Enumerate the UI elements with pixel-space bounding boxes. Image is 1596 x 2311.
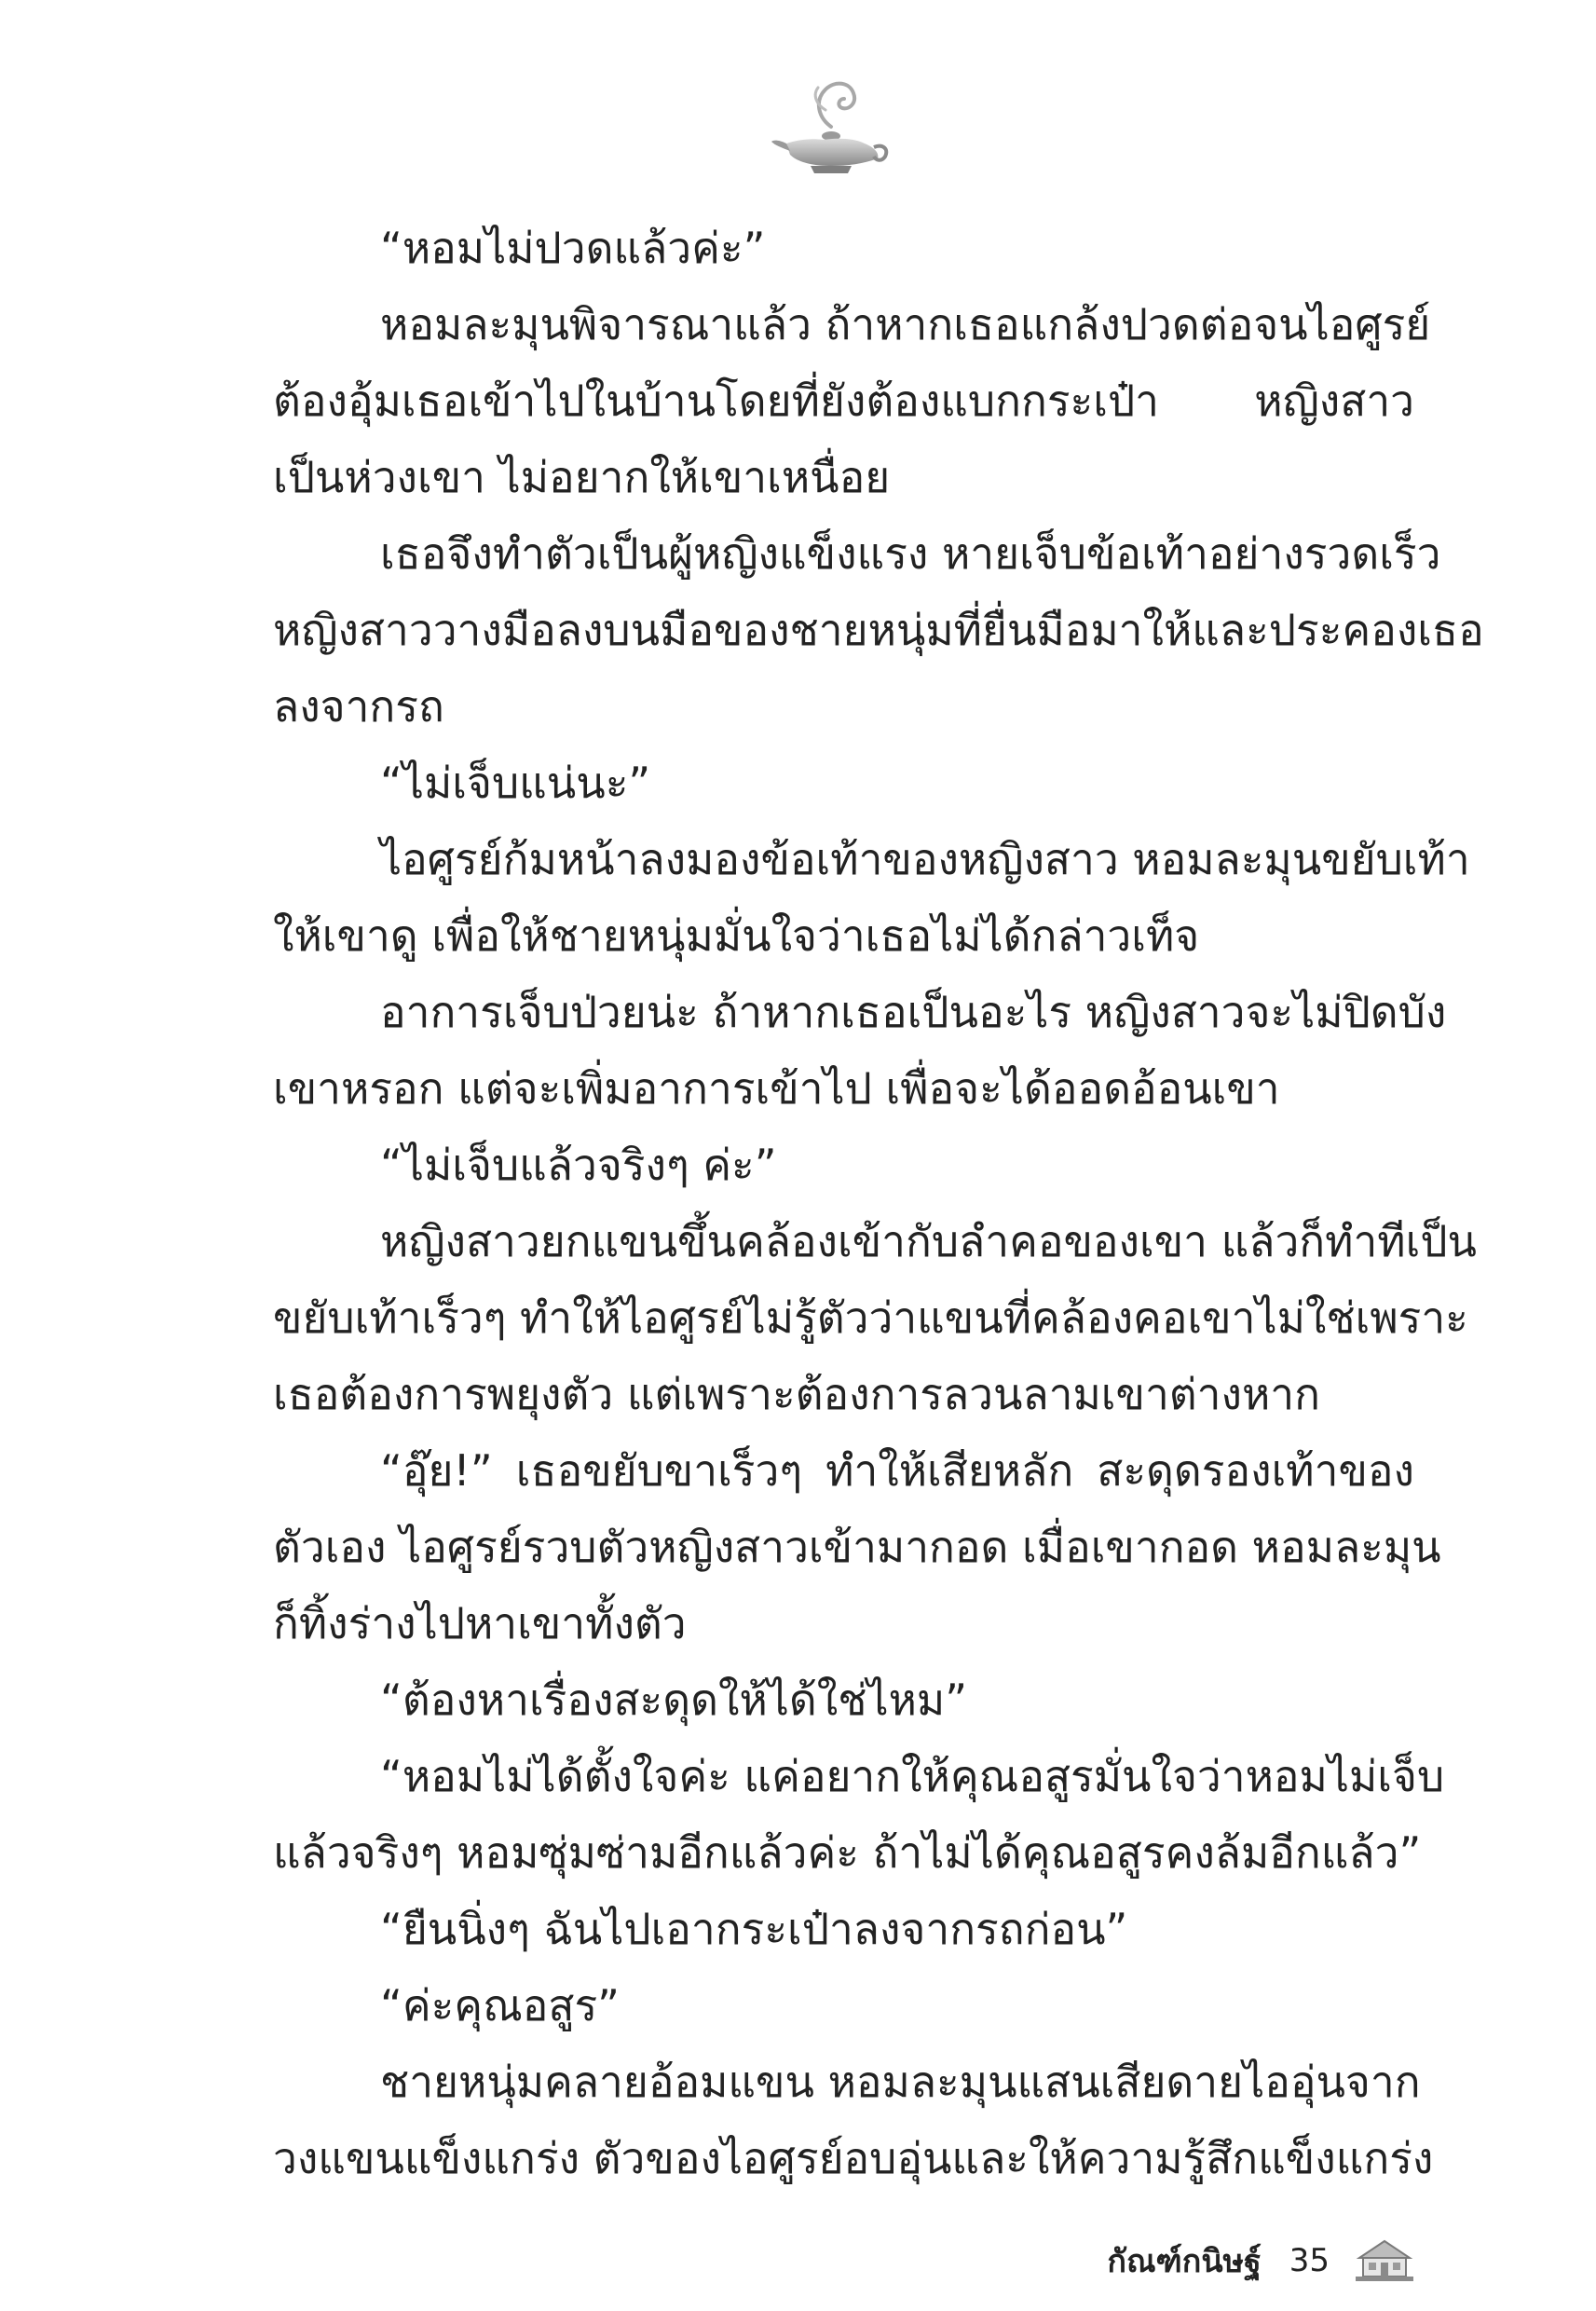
text-line: ลงจากรถ — [273, 681, 444, 732]
text-line: “ค่ะคุณอสูร” — [380, 1980, 620, 2031]
text-line: แล้วจริงๆ หอมซุ่มซ่ามอีกแล้วค่ะ ถ้าไม่ได้คุณอสูรคงล้มอีกแล้ว” — [273, 1827, 1422, 1878]
house-icon — [1354, 2237, 1415, 2284]
body-text — [273, 210, 1484, 2196]
page-number: 35 — [1289, 2242, 1330, 2279]
text-line: “ต้องหาเรื่องสะดุดให้ได้ใช่ไหม” — [380, 1675, 968, 1725]
text-line: หญิงสาวยกแขนขึ้นคล้องเข้ากับลำคอของเขา แล้วก็ทำทีเป็น — [380, 1216, 1477, 1266]
text-line: อาการเจ็บป่วยน่ะ ถ้าหากเธอเป็นอะไร หญิงสาวจะไม่ปิดบัง — [380, 987, 1447, 1037]
text-line: ตัวเอง ไอศูรย์รวบตัวหญิงสาวเข้ามากอด เมื่อเขากอด หอมละมุน — [273, 1522, 1441, 1572]
text-line: “หอมไม่ปวดแล้วค่ะ” — [380, 223, 766, 273]
text-line: ขยับเท้าเร็วๆ ทำให้ไอศูรย์ไม่รู้ตัวว่าแขนที่คล้องคอเขาไม่ใช่เพราะ — [273, 1292, 1468, 1343]
text-line: ต้องอุ้มเธอเข้าไปในบ้านโดยที่ยังต้องแบกกระเป๋า หญิงสาว — [273, 376, 1414, 426]
text-line: ไอศูรย์ก้มหน้าลงมองข้อเท้าของหญิงสาว หอมละมุนขยับเท้า — [380, 834, 1470, 884]
text-line: ชายหนุ่มคลายอ้อมแขน หอมละมุนแสนเสียดายไออุ่นจาก — [380, 2057, 1421, 2107]
text-line: “ไม่เจ็บแน่นะ” — [380, 758, 651, 808]
text-line: ก็ทิ้งร่างไปหาเขาทั้งตัว — [273, 1598, 687, 1648]
text-line: วงแขนแข็งแกร่ง ตัวของไอศูรย์อบอุ่นและให้ความรู้สึกแข็งแกร่ง — [273, 2133, 1434, 2183]
genie-lamp-icon — [770, 73, 891, 185]
text-line: “ไม่เจ็บแล้วจริงๆ ค่ะ” — [380, 1140, 777, 1190]
text-line: เธอจึงทำตัวเป็นผู้หญิงแข็งแรง หายเจ็บข้อเท้าอย่างรวดเร็ว — [380, 528, 1441, 579]
text-line: เขาหรอก แต่จะเพิ่มอาการเข้าไป เพื่อจะได้ออดอ้อนเขา — [273, 1063, 1280, 1114]
text-line: “ยืนนิ่งๆ ฉันไปเอากระเป๋าลงจากรถก่อน” — [380, 1904, 1128, 1954]
text-line: เธอต้องการพยุงตัว แต่เพราะต้องการลวนลามเขาต่างหาก — [273, 1369, 1320, 1419]
page-footer — [1107, 2232, 1415, 2290]
text-line: “อุ๊ย!” เธอขยับขาเร็วๆ ทำให้เสียหลัก สะดุดรองเท้าของ — [380, 1445, 1414, 1496]
text-line: ให้เขาดู เพื่อให้ชายหนุ่มมั่นใจว่าเธอไม่ได้กล่าวเท็จ — [273, 910, 1200, 961]
book-title: กัณฑ์กนิษฐ์ — [1107, 2243, 1262, 2280]
text-line: “หอมไม่ได้ตั้งใจค่ะ แค่อยากให้คุณอสูรมั่นใจว่าหอมไม่เจ็บ — [380, 1751, 1445, 1801]
text-line: เป็นห่วงเขา ไม่อยากให้เขาเหนื่อย — [273, 452, 891, 502]
text-line: หญิงสาววางมือลงบนมือของชายหนุ่มที่ยื่นมือมาให้และประคองเธอ — [273, 605, 1484, 655]
text-line: หอมละมุนพิจารณาแล้ว ถ้าหากเธอแกล้งปวดต่อจนไอศูรย์ — [380, 299, 1431, 349]
